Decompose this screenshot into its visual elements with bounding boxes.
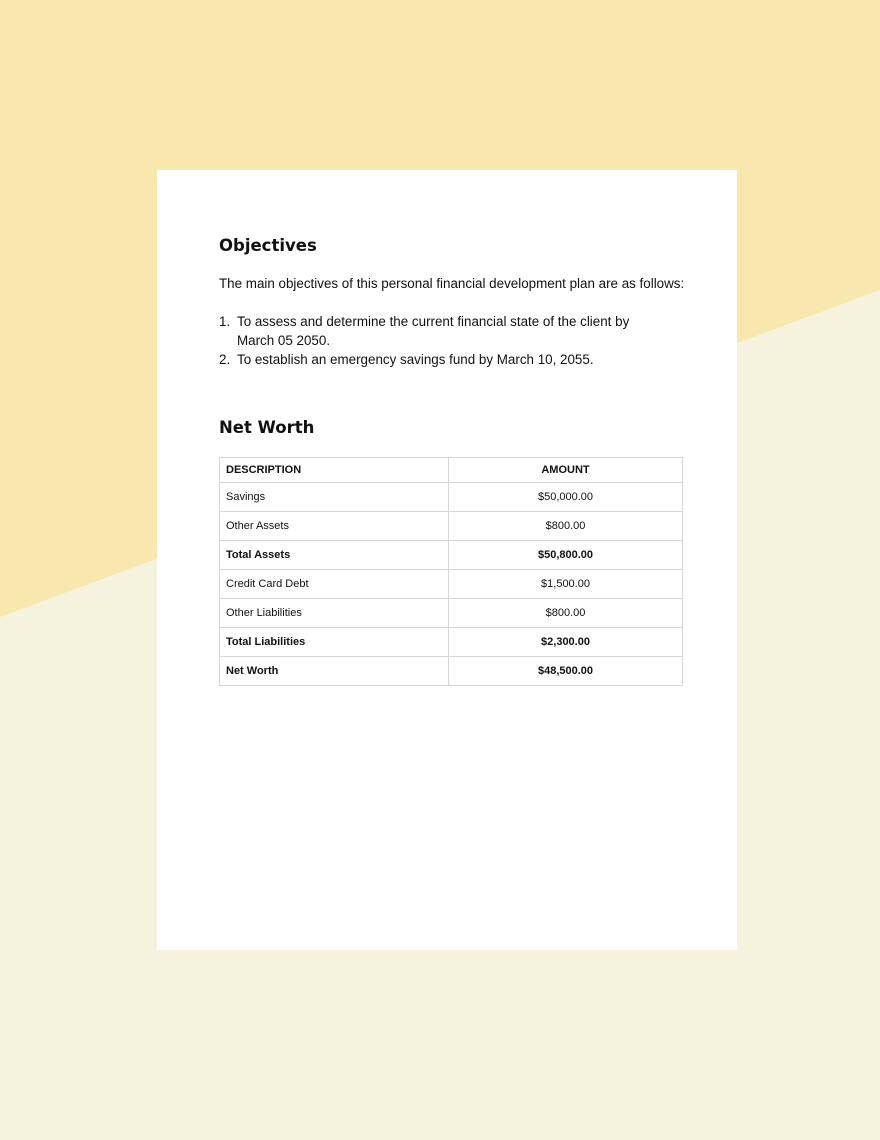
row-description: Total Liabilities <box>220 628 449 657</box>
table-header-row <box>220 458 683 483</box>
row-amount: $50,800.00 <box>449 541 683 570</box>
row-description: Other Liabilities <box>220 599 449 628</box>
table-row <box>220 599 683 628</box>
list-item-number: 2. <box>219 352 231 367</box>
list-item <box>219 312 649 350</box>
row-amount: $800.00 <box>449 512 683 541</box>
table-row <box>220 512 683 541</box>
objectives-heading: Objectives <box>219 236 317 255</box>
row-amount: $48,500.00 <box>449 657 683 686</box>
list-item <box>219 350 649 369</box>
row-amount: $50,000.00 <box>449 483 683 512</box>
column-header-amount: AMOUNT <box>449 458 683 483</box>
objectives-list <box>219 312 649 369</box>
document-page <box>157 170 737 950</box>
row-description: Total Assets <box>220 541 449 570</box>
list-item-text: To assess and determine the current financial state of the client by March 05 2050. <box>237 314 630 348</box>
table-row <box>220 483 683 512</box>
net-worth-heading: Net Worth <box>219 418 315 437</box>
list-item-number: 1. <box>219 314 231 329</box>
objectives-intro: The main objectives of this personal financial development plan are as follows: <box>219 276 685 291</box>
row-description: Credit Card Debt <box>220 570 449 599</box>
row-description: Savings <box>220 483 449 512</box>
row-description: Net Worth <box>220 657 449 686</box>
row-amount: $1,500.00 <box>449 570 683 599</box>
column-header-description: DESCRIPTION <box>220 458 449 483</box>
table-row-total <box>220 628 683 657</box>
net-worth-table <box>219 457 683 686</box>
table-row-net-worth <box>220 657 683 686</box>
list-item-text: To establish an emergency savings fund by March 10, 2055. <box>237 352 594 367</box>
row-amount: $2,300.00 <box>449 628 683 657</box>
row-description: Other Assets <box>220 512 449 541</box>
table-row <box>220 570 683 599</box>
row-amount: $800.00 <box>449 599 683 628</box>
table-row-total <box>220 541 683 570</box>
